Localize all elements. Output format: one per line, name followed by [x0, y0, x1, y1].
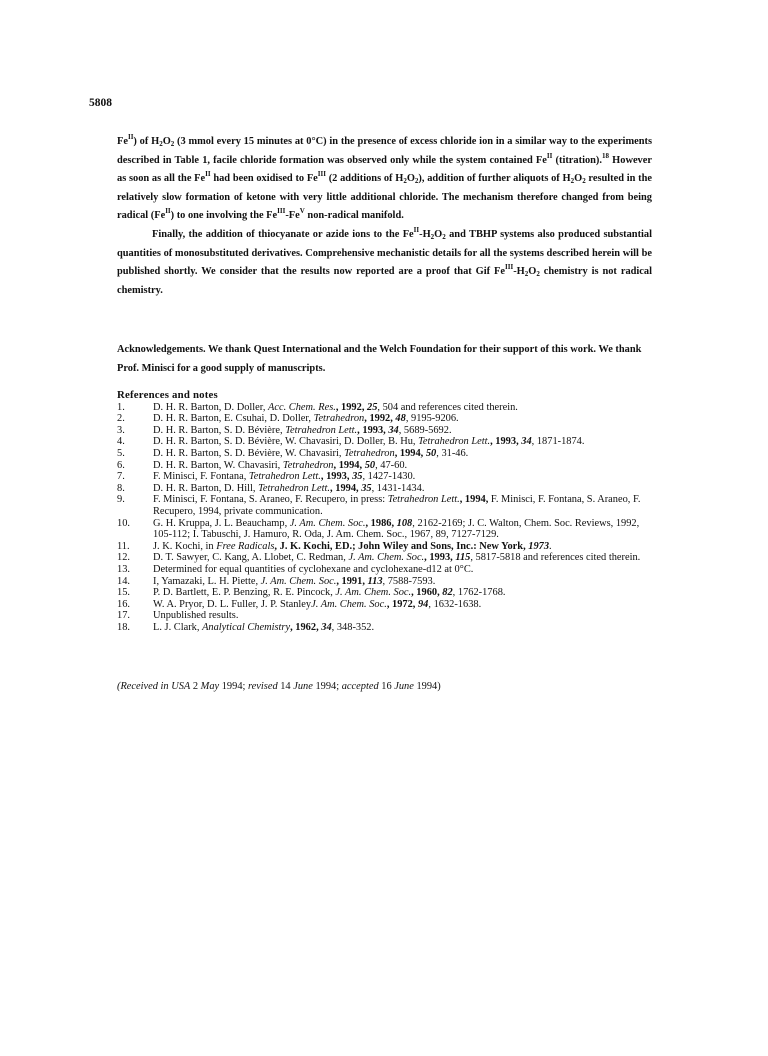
reference-text: D. H. R. Barton, D. Doller, Acc. Chem. Res., 1992, 25, 504 and references cited therein. — [153, 401, 518, 413]
reference-text: W. A. Pryor, D. L. Fuller, J. P. StanleyJ. Am. Chem. Soc., 1972, 94, 1632-1638. — [153, 598, 482, 610]
reference-item — [117, 436, 652, 448]
reference-text: D. H. R. Barton, S. D. Bévière, W. Chavasiri, D. Doller, B. Hu, Tetrahedron Lett., 1993, 34, 1871-1874. — [153, 436, 585, 448]
reference-number: 10. — [117, 517, 130, 529]
references-section — [117, 390, 652, 633]
reference-text: D. T. Sawyer, C. Kang, A. Llobet, C. Redman, J. Am. Chem. Soc., 1993, 115, 5817-5818 and references cited therein. — [153, 552, 641, 564]
reference-item — [117, 576, 652, 588]
received-dates: (Received in USA 2 May 1994; revised 14 June 1994; accepted 16 June 1994) — [117, 681, 441, 692]
reference-item — [117, 483, 652, 495]
reference-item — [117, 413, 652, 425]
paragraph-2: Finally, the addition of thiocyanate or azide ions to the $Fe^{II}-H_2O_2$ and TBHP systems also produced substantial quantities of monosubstituted derivatives. Comprehensive mechanistic details for all the systems described herein will be published shortly. We consider that the results now reported are a proof that Gif $Fe^{III}-H_2O_2$ chemistry is not radical chemistry. — [117, 225, 653, 296]
reference-number: 11. — [117, 540, 130, 552]
reference-number: 4. — [117, 436, 125, 448]
reference-text: D. H. R. Barton, D. Hill, Tetrahedron Lett., 1994, 35, 1431-1434. — [153, 482, 425, 494]
reference-text: D. H. R. Barton, S. D. Bévière, Tetrahedron Lett., 1993, 34, 5689-5692. — [153, 424, 452, 436]
reference-item — [117, 448, 652, 460]
reference-item — [117, 587, 652, 599]
reference-number: 17. — [117, 610, 130, 622]
reference-item — [117, 552, 652, 564]
reference-number: 14. — [117, 575, 130, 587]
reference-text: L. J. Clark, Analytical Chemistry, 1962, 34, 348-352. — [153, 621, 375, 633]
reference-text: F. Minisci, F. Fontana, Tetrahedron Lett., 1993, 35, 1427-1430. — [153, 471, 416, 483]
reference-text: Unpublished results. — [153, 610, 239, 622]
reference-item — [117, 471, 652, 483]
references-list — [117, 402, 652, 634]
reference-item — [117, 518, 652, 541]
reference-text: D. H. R. Barton, E. Csuhai, D. Doller, Tetrahedron, 1992, 48, 9195-9206. — [153, 413, 459, 425]
reference-number: 15. — [117, 587, 130, 599]
reference-number: 9. — [117, 494, 125, 506]
reference-text: F. Minisci, F. Fontana, S. Araneo, F. Recupero, in press: Tetrahedron Lett., 1994, F. Minisci, F. Fontana, S. Araneo, F. Recupero, 1994, private communication. — [153, 494, 641, 517]
reference-item — [117, 402, 652, 414]
reference-item — [117, 425, 652, 437]
reference-number: 8. — [117, 482, 125, 494]
reference-text: I, Yamazaki, L. H. Piette, J. Am. Chem. Soc., 1991, 113, 7588-7593. — [153, 575, 436, 587]
reference-number: 18. — [117, 621, 130, 633]
reference-number: 7. — [117, 471, 125, 483]
reference-item — [117, 541, 652, 553]
reference-item — [117, 494, 652, 517]
reference-text: Determined for equal quantities of cyclohexane and cyclohexane-d12 at 0°C. — [153, 563, 474, 575]
reference-number: 6. — [117, 459, 125, 471]
reference-text: D. H. R. Barton, W. Chavasiri, Tetrahedron, 1994, 50, 47-60. — [153, 459, 408, 471]
reference-number: 16. — [117, 598, 130, 610]
reference-number: 3. — [117, 424, 125, 436]
references-title: References and notes — [117, 389, 218, 401]
reference-text: J. K. Kochi, in Free Radicals, J. K. Kochi, ED.; John Wiley and Sons, Inc.: New York, 1973. — [153, 540, 552, 552]
reference-item — [117, 564, 652, 576]
acknowledgements — [117, 341, 652, 378]
reference-number: 1. — [117, 401, 125, 413]
reference-item — [117, 599, 652, 611]
reference-text: P. D. Bartlett, E. P. Benzing, R. E. Pincock, J. Am. Chem. Soc., 1960, 82, 1762-1768. — [153, 587, 506, 599]
reference-text: G. H. Kruppa, J. L. Beauchamp, J. Am. Chem. Soc., 1986, 108, 2162-2169; J. C. Walton, Chem. Soc. Reviews, 1992, 105-112; I. Tabuschi, J. Hamuro, R. Oda, J. Am. Chem. Soc., 1967, 89, 7127-7129. — [153, 517, 640, 541]
paragraph-1: $Fe^{II}$) of $H_2O_2$ (3 mmol every 15 minutes at 0°C) in the presence of excess chloride ion in a similar way to the experiments described in Table 1, facile chloride formation was observed only while the system contained $Fe^{II}$ (titration).$^{18}$ However as soon as all the $Fe^{II}$ had been oxidised to $Fe^{III}$ (2 additions of $H_2O_2$), addition of further aliquots of $H_2O_2$ resulted in the relatively slow formation of ketone with very little additional chloride. The mechanism therefore changed from being radical $(Fe^{II})$ to one involving the $Fe^{III}-Fe^V$ non-radical manifold. — [117, 133, 653, 222]
acknowledgements-text: We thank Quest International and the Welch Foundation for their support of this work. We thank Prof. Minisci for a good supply of manuscripts. — [117, 344, 642, 374]
reference-item — [117, 460, 652, 472]
reference-text: D. H. R. Barton, S. D. Bévière, W. Chavasiri, Tetrahedron, 1994, 50, 31-46. — [153, 447, 469, 459]
acknowledgements-heading: Acknowledgements. — [117, 344, 206, 355]
reference-item — [117, 622, 652, 634]
page-number: 5808 — [89, 97, 112, 109]
reference-number: 12. — [117, 552, 130, 564]
reference-item — [117, 610, 652, 622]
reference-number: 5. — [117, 447, 125, 459]
reference-number: 2. — [117, 413, 125, 425]
reference-number: 13. — [117, 563, 130, 575]
body-text — [117, 133, 652, 300]
